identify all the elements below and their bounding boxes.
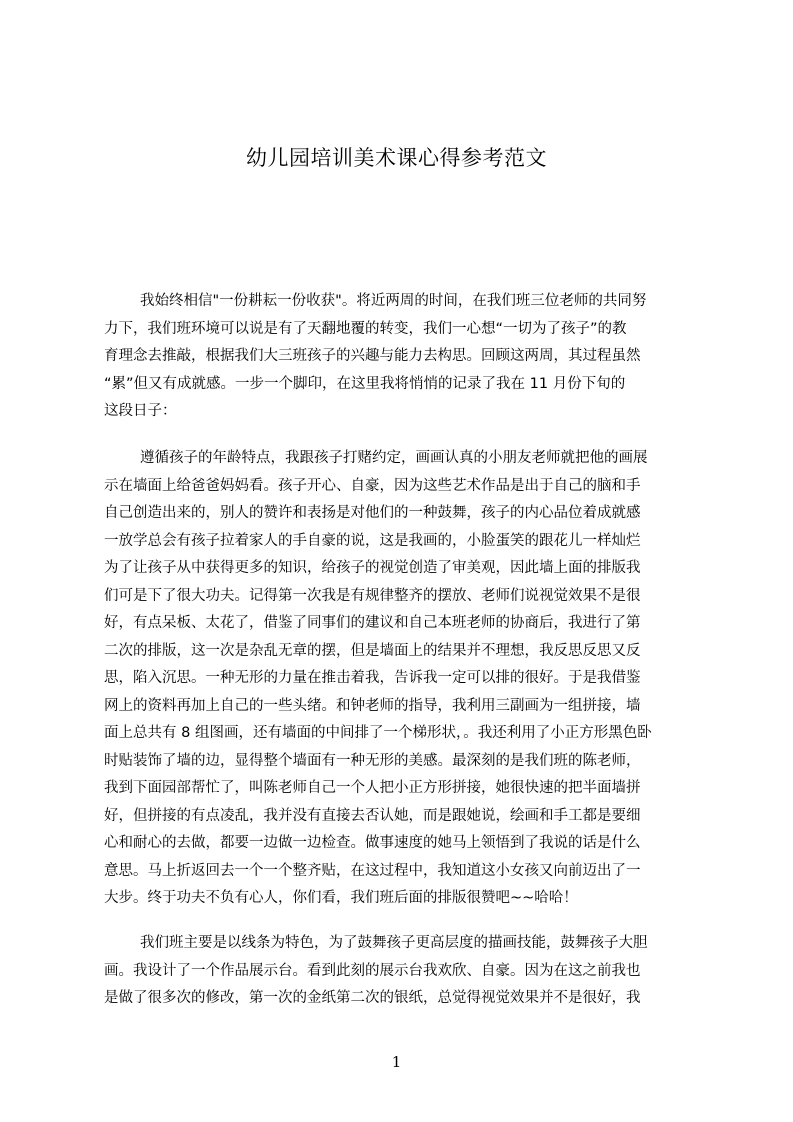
paragraph-line: “累”但又有成就感。一步一个脚印，在这里我将悄悄的记录了我在 11 月份下旬的 — [104, 375, 626, 392]
paragraph-line: 面上总共有 8 组图画，还有墙面的中间排了一个梯形状，。我还利用了小正方形黑色卧 — [104, 725, 652, 741]
page-number: 1 — [391, 1053, 402, 1071]
paragraph-line: 好，但拼接的有点凌乱，我并没有直接去否认她，而是跟她说，绘画和手工都是要细 — [104, 807, 641, 824]
paragraph-line: 一放学总会有孩子拉着家人的手自豪的说，这是我画的，小脸蛋笑的跟花儿一样灿烂 — [104, 532, 641, 549]
paragraph-2 — [104, 445, 698, 913]
paragraph-line: 大步。终于功夫不负有心人，你们看，我们班后面的排版很赞吧~~哈哈！ — [104, 890, 578, 906]
paragraph-line: 时贴装饰了墙的边，显得整个墙面有一种无形的美感。最深刻的是我们班的陈老师， — [104, 752, 641, 769]
paragraph-line: 育理念去推敲，根据我们大三班孩子的兴趣与能力去构思。回顾这两周，其过程虽然 — [104, 348, 641, 364]
paragraph-line: 心和耐心的去做，都要一边做一边检查。做事速度的她马上领悟到了我说的话是什么 — [104, 835, 641, 851]
paragraph-line: 力下，我们班环境可以说是有了天翻地覆的转变，我们一心想“一切为了孩子”的教 — [104, 320, 627, 337]
paragraph-line: 为了让孩子从中获得更多的知识，给孩子的视觉创造了审美观，因此墙上面的排版我 — [104, 560, 641, 576]
paragraph-line: 自己创造出来的，别人的赞许和表扬是对他们的一种鼓舞，孩子的内心品位着成就感 — [104, 505, 641, 521]
paragraph-line: 我始终相信"一份耕耘一份收获"。将近两周的时间，在我们班三位老师的共同努 — [140, 293, 647, 309]
paragraph-line: 好，有点呆板、太花了，借鉴了同事们的建议和自己本班老师的协商后，我进行了第 — [104, 615, 641, 631]
document-title: 幼儿园培训美术课心得参考范文 — [246, 146, 547, 170]
paragraph-line: 意思。马上折返回去一个一个整齐贴，在这过程中，我知道这小女孩又向前迈出了一 — [104, 862, 641, 879]
paragraph-1 — [104, 288, 698, 426]
paragraph-line: 我到下面园部帮忙了，叫陈老师自己一个人把小正方形拼接，她很快速的把半面墙拼 — [104, 780, 641, 796]
paragraph-line: 思，陷入沉思。一种无形的力量在推击着我，告诉我一定可以排的很好。于是我借鉴 — [104, 670, 641, 686]
paragraph-3 — [104, 930, 698, 1013]
paragraph-line: 示在墙面上给爸爸妈妈看。孩子开心、自豪，因为这些艺术作品是出于自己的脑和手 — [104, 477, 641, 494]
paragraph-line: 画。我设计了一个作品展示台。看到此刻的展示台我欢欣、自豪。因为在这之前我也 — [104, 962, 641, 979]
paragraph-line: 网上的资料再加上自己的一些头绪。和钟老师的指导，我利用三副画为一组拼接，墙 — [104, 697, 641, 714]
paragraph-line: 二次的排版，这一次是杂乱无章的摆，但是墙面上的结果并不理想，我反思反思又反 — [104, 642, 641, 659]
paragraph-line: 遵循孩子的年龄特点，我跟孩子打赌约定，画画认真的小朋友老师就把他的画展 — [140, 450, 648, 466]
paragraph-line: 我们班主要是以线条为特色，为了鼓舞孩子更高层度的描画技能，鼓舞孩子大胆 — [140, 935, 648, 951]
paragraph-line: 是做了很多次的修改，第一次的金纸第二次的银纸，总觉得视觉效果并不是很好，我 — [104, 990, 641, 1006]
paragraph-line: 们可是下了很大功夫。记得第一次我是有规律整齐的摆放、老师们说视觉效果不是很 — [104, 587, 641, 604]
paragraph-line: 这段日子： — [104, 403, 177, 419]
